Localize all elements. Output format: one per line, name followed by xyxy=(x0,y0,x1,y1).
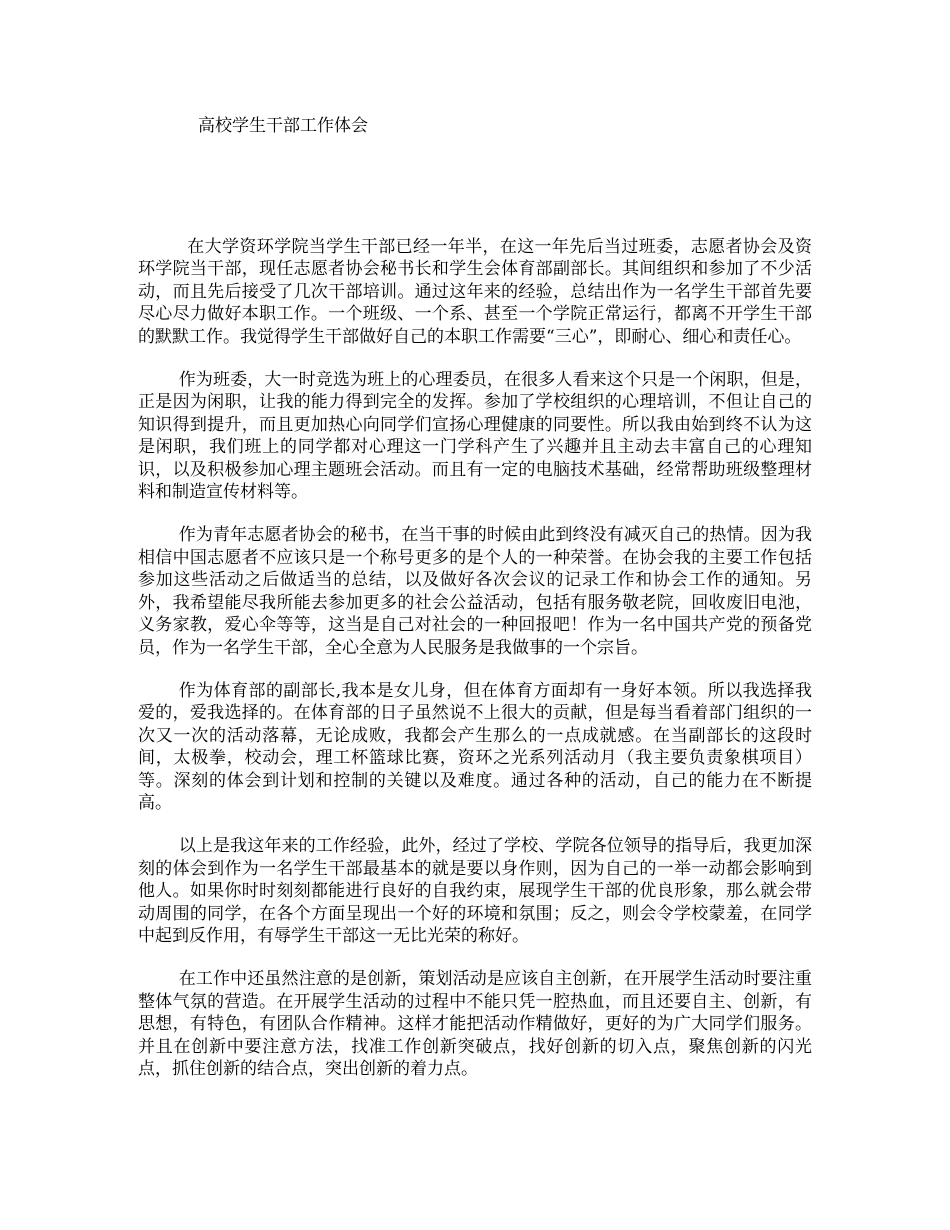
document-body xyxy=(138,236,812,1101)
paragraph-5: 以上是我这年来的工作经验，此外，经过了学校、学院各位领导的指导后，我更加深刻的体会到作为一名学生干部最基本的就是要以身作则，因为自己的一举一动都会影响到他人。如果你时时刻刻都能进行良好的自我约束，展现学生干部的优良形象，那么就会带动周围的同学，在各个方面呈现出一个好的环境和氛围；反之，则会令学校蒙羞，在同学中起到反作用，有辱学生干部这一无比光荣的称好。 xyxy=(138,836,812,946)
paragraph-2: 作为班委，大一时竞选为班上的心理委员，在很多人看来这个只是一个闲职，但是，正是因为闲职，让我的能力得到完全的发挥。参加了学校组织的心理培训，不但让自己的知识得到提升，而且更加热心向同学们宣扬心理健康的同要性。所以我由始到终不认为这是闲职，我们班上的同学都对心理这一门学科产生了兴趣并且主动去丰富自己的心理知识，以及积极参加心理主题班会活动。而且有一定的电脑技术基础，经常帮助班级整理材料和制造宣传材料等。 xyxy=(138,370,812,503)
paragraph-6: 在工作中还虽然注意的是创新，策划活动是应该自主创新，在开展学生活动时要注重整体气氛的营造。在开展学生活动的过程中不能只凭一腔热血，而且还要自主、创新，有思想，有特色，有团队合作精神。这样才能把活动作精做好，更好的为广大同学们服务。并且在创新中要注意方法，找准工作创新突破点，找好创新的切入点，聚焦创新的闪光点，抓住创新的结合点，突出创新的着力点。 xyxy=(138,969,812,1079)
paragraph-4: 作为体育部的副部长,我本是女儿身，但在体育方面却有一身好本领。所以我选择我爱的，爱我选择的。在体育部的日子虽然说不上很大的贡献，但是每当看着部门组织的一次又一次的活动落幕，无论成败，我都会产生那么的一点成就感。在当副部长的这段时间，太极拳，校动会，理工杯篮球比赛，资环之光系列活动月（我主要负责象棋项目）等。深刻的体会到计划和控制的关键以及难度。通过各种的活动，自己的能力在不断提高。 xyxy=(138,680,812,813)
paragraph-3: 作为青年志愿者协会的秘书，在当干事的时候由此到终没有减灭自己的热情。因为我相信中国志愿者不应该只是一个称号更多的是个人的一种荣誉。在协会我的主要工作包括参加这些活动之后做适当的总结，以及做好各次会议的记录工作和协会工作的通知。另外，我希望能尽我所能去参加更多的社会公益活动，包括有服务敬老院，回收废旧电池，义务家教，爱心伞等等，这当是自己对社会的一种回报吧！作为一名中国共产党的预备党员，作为一名学生干部，全心全意为人民服务是我做事的一个宗旨。 xyxy=(138,525,812,658)
paragraph-1: 在大学资环学院当学生干部已经一年半，在这一年先后当过班委，志愿者协会及资环学院当干部，现任志愿者协会秘书长和学生会体育部副部长。其间组织和参加了不少活动，而且先后接受了几次干部培训。通过这年来的经验，总结出作为一名学生干部首先要尽心尽力做好本职工作。一个班级、一个系、甚至一个学院正常运行，都离不开学生干部的默默工作。我觉得学生干部做好自己的本职工作需要“三心”，即耐心、细心和责任心。 xyxy=(138,237,812,347)
document-title: 高校学生干部工作体会 xyxy=(198,116,368,136)
